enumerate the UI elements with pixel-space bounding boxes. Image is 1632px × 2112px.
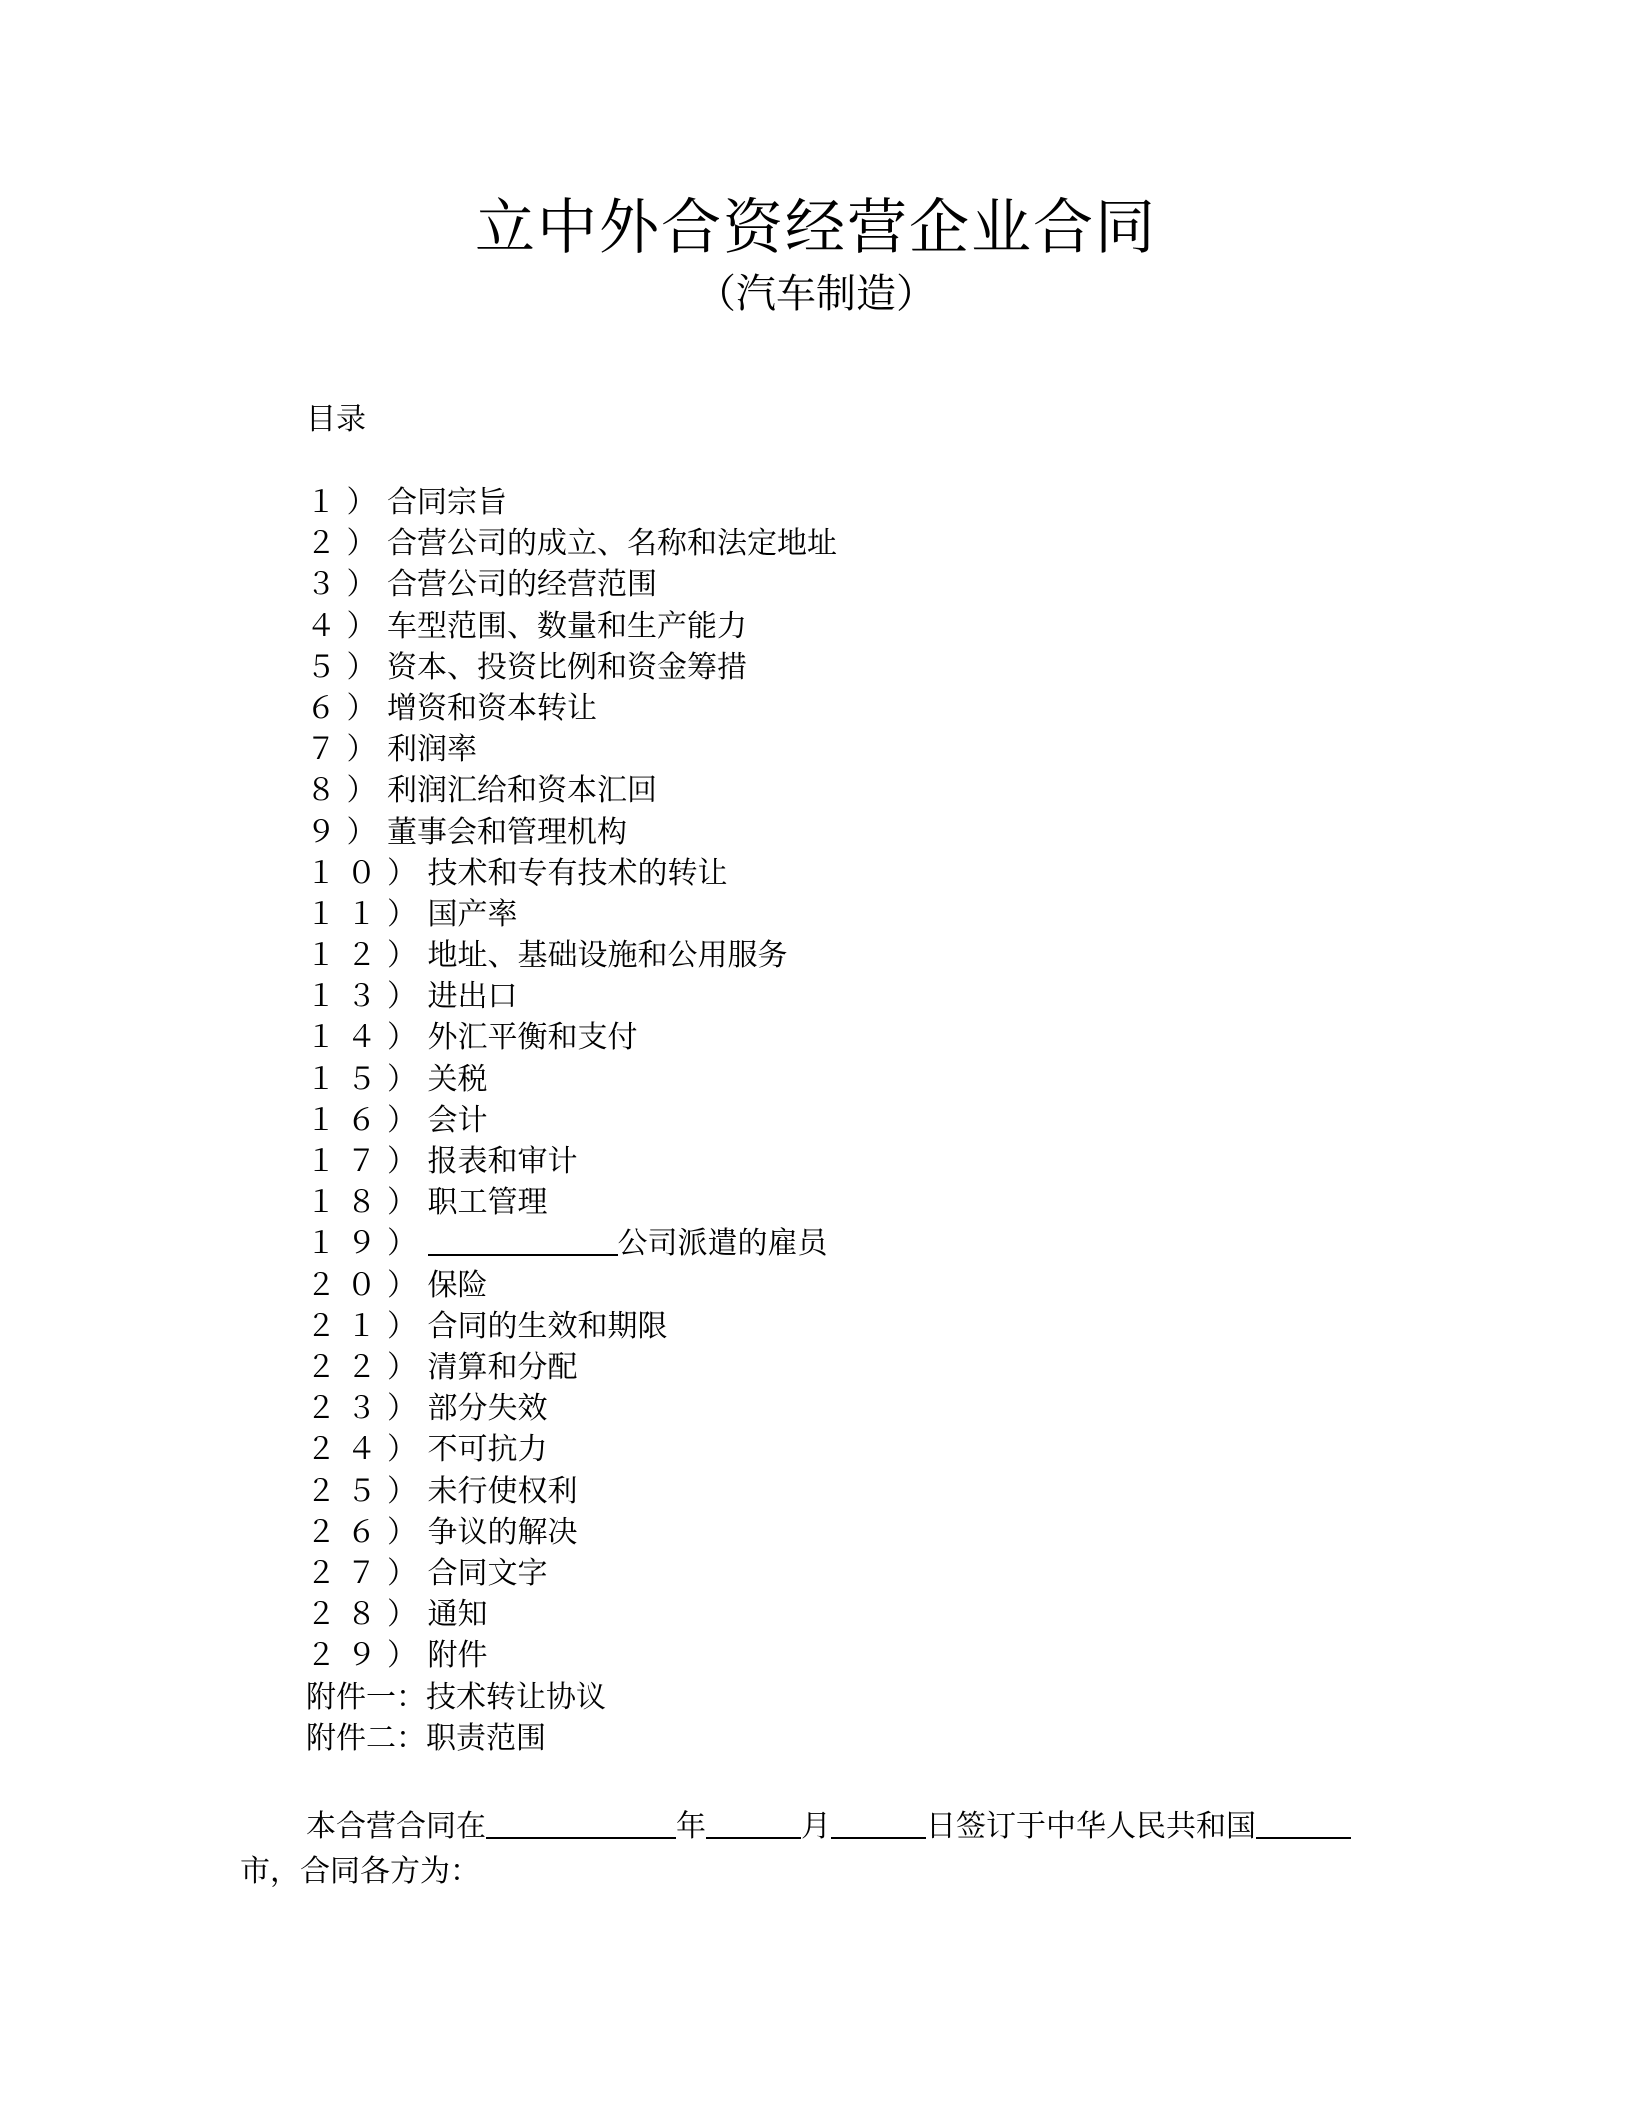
- document-subtitle: （汽车制造）: [696, 271, 936, 317]
- blank-line: [706, 1809, 801, 1839]
- blank-line: [831, 1809, 926, 1839]
- blank-line: [428, 1226, 618, 1256]
- toc-item: ２３）部分失效: [306, 1391, 548, 1427]
- toc-item: ２９）附件: [306, 1638, 488, 1674]
- appendix-item: 附件一：技术转让协议: [306, 1680, 606, 1715]
- toc-item: １０）技术和专有技术的转让: [306, 855, 728, 891]
- toc-item: １３）进出口: [306, 979, 518, 1015]
- toc-item: １２）地址、基础设施和公用服务: [306, 938, 788, 974]
- toc-heading: 目录: [306, 402, 366, 437]
- table-of-contents: [306, 482, 837, 1676]
- document-title: 立中外合资经营企业合同: [475, 193, 1157, 263]
- toc-item: ９）董事会和管理机构: [306, 814, 627, 850]
- toc-item: １５）关税: [306, 1061, 488, 1097]
- toc-item: ２８）通知: [306, 1597, 488, 1633]
- toc-item: １９） 公司派遣的雇员: [306, 1226, 828, 1262]
- toc-item: ３）合营公司的经营范围: [306, 567, 657, 603]
- signing-paragraph-continued: 市，合同各方为：: [240, 1854, 480, 1889]
- toc-item: １１）国产率: [306, 896, 518, 932]
- toc-item: １７）报表和审计: [306, 1144, 578, 1179]
- toc-item: ７）利润率: [306, 732, 477, 768]
- toc-item: ４）车型范围、数量和生产能力: [306, 608, 747, 644]
- appendix-item: 附件二：职责范围: [306, 1721, 546, 1756]
- toc-item: １８）职工管理: [306, 1185, 548, 1221]
- toc-item: ２１）合同的生效和期限: [306, 1308, 668, 1344]
- toc-item: ２５）未行使权利: [306, 1473, 578, 1509]
- toc-item: ５）资本、投资比例和资金筹措: [306, 649, 747, 685]
- toc-item: ２４）不可抗力: [306, 1432, 548, 1468]
- toc-item: １６）会计: [306, 1102, 488, 1138]
- toc-item: ２２）清算和分配: [306, 1349, 578, 1385]
- toc-item: １）合同宗旨: [306, 485, 507, 520]
- toc-item: ６）增资和资本转让: [306, 690, 597, 726]
- blank-line: [1256, 1809, 1351, 1839]
- toc-item: ２６）争议的解决: [306, 1514, 578, 1550]
- signing-paragraph: 本合营合同在 年 月 日签订于中华人民共和国: [306, 1805, 1406, 1849]
- toc-item: ２０）保险: [306, 1267, 488, 1303]
- toc-item: ２）合营公司的成立、名称和法定地址: [306, 526, 837, 562]
- toc-item: ２７）合同文字: [306, 1555, 548, 1591]
- blank-line: [486, 1809, 676, 1839]
- toc-item: ８）利润汇给和资本汇回: [306, 773, 657, 809]
- toc-item: １４）外汇平衡和支付: [306, 1020, 638, 1056]
